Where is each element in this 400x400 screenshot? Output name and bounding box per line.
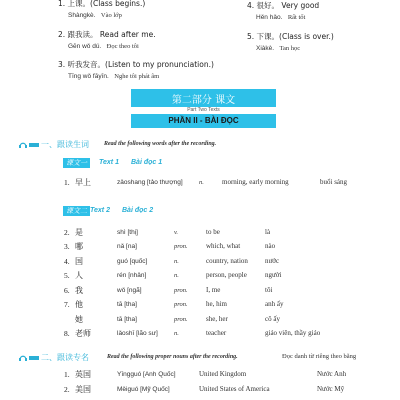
word-english: which, what — [206, 242, 241, 250]
headphones-icon — [18, 140, 40, 149]
word-english: to be — [206, 228, 220, 236]
word-vietnamese: cô ấy — [265, 315, 280, 323]
section-1-instruction: Read the following words after the recording. — [104, 141, 217, 147]
part-banner-title: 第二部分 课文 — [171, 95, 236, 106]
text-2-label-vi: Bài đọc 2 — [122, 207, 154, 214]
word-number: 5. — [64, 271, 70, 280]
proper-hanzi: 英国 — [75, 370, 91, 379]
word-hanzi: 他 — [75, 300, 83, 309]
word-english: person, people — [206, 271, 247, 279]
proper-pinyin: Yīngguó [Anh Quốc] — [117, 371, 176, 378]
word-english: she, her — [206, 315, 228, 323]
word-english: I, me — [206, 286, 221, 294]
section-2-instruction-vi: Đọc danh từ riêng theo băng — [282, 353, 357, 360]
word-hanzi: 人 — [75, 271, 83, 280]
part-banner-vietnamese: PHẦN II - BÀI ĐỌC — [131, 114, 276, 128]
section-1-title: 一、跟读生词 — [41, 140, 89, 149]
word-vietnamese: buổi sáng — [320, 178, 348, 186]
word-pinyin: shì [thị] — [117, 229, 138, 236]
word-pos: n. — [174, 330, 179, 337]
word-pinyin: nǎ [na] — [117, 243, 137, 250]
word-pos: pron. — [174, 301, 188, 308]
word-number: 4. — [64, 257, 70, 266]
word-pinyin: wǒ [ngã] — [117, 287, 142, 294]
word-pinyin: rén [nhân] — [117, 272, 147, 279]
word-vietnamese: tôi — [265, 286, 273, 294]
word-english: teacher — [206, 329, 227, 337]
word-vietnamese: nước — [265, 257, 280, 265]
text-2-label: Text 2 — [90, 207, 110, 214]
word-pinyin: zǎoshang [tảo thượng] — [117, 179, 183, 186]
classroom-phrase-5: 5. 下课。(Class is over.) — [247, 32, 334, 41]
classroom-phrase-2: 2. 跟我读。 Read after me. — [58, 30, 156, 39]
word-hanzi: 是 — [75, 228, 83, 237]
proper-number: 2. — [64, 385, 70, 394]
word-vietnamese: giáo viên, thầy giáo — [265, 329, 321, 337]
word-hanzi: 她 — [75, 315, 83, 324]
word-pos: n. — [199, 179, 204, 186]
word-number: 3. — [64, 242, 70, 251]
word-hanzi: 老师 — [75, 329, 91, 338]
part-banner-subtitle: Part Two Texts — [187, 107, 220, 113]
word-number: 8. — [64, 329, 70, 338]
word-pinyin: guó [quốc] — [117, 258, 148, 265]
part-banner — [131, 89, 276, 107]
word-number: 6. — [64, 286, 70, 295]
word-number: 7. — [64, 300, 70, 309]
proper-hanzi: 美国 — [75, 385, 91, 394]
word-english: morning, early morning — [222, 178, 289, 186]
classroom-phrase-3: 3. 听我发音。(Listen to my pronunciation.) — [58, 60, 214, 69]
word-pinyin: tā [tha] — [117, 316, 137, 323]
word-vietnamese: là — [265, 228, 271, 236]
word-vietnamese: nào — [265, 242, 276, 250]
text-1-label-vi: Bài đọc 1 — [131, 159, 163, 166]
word-pos: pron. — [174, 243, 188, 250]
word-hanzi: 国 — [75, 257, 83, 266]
word-hanzi: 早上 — [75, 178, 91, 187]
proper-number: 1. — [64, 370, 70, 379]
proper-english: United States of America — [199, 385, 270, 393]
word-pos: pron. — [174, 287, 188, 294]
section-2-title: 二、跟读专名 — [41, 353, 89, 362]
section-2-instruction: Read the following proper nouns after the recording. — [107, 354, 238, 360]
proper-vietnamese: Nước Anh — [317, 370, 347, 378]
word-pinyin: lǎoshī [lão sư] — [117, 330, 158, 337]
classroom-pinyin-2: Gēn wǒ dú. Đọc theo tôi — [68, 43, 139, 50]
word-pos: pron. — [174, 316, 188, 323]
proper-english: United Kingdom — [199, 370, 247, 378]
word-english: country, nation — [206, 257, 248, 265]
word-hanzi: 我 — [75, 286, 83, 295]
classroom-phrase-4: 4. 很好。 Very good — [247, 1, 320, 10]
classroom-pinyin-1: Shàngkè. Vào lớp — [68, 12, 122, 19]
word-pinyin: tā [tha] — [117, 301, 137, 308]
text-1-tag: 课文一 — [63, 158, 90, 168]
classroom-pinyin-5: Xiàkè. Tan học — [256, 45, 301, 52]
classroom-pinyin-3: Tīng wǒ fāyīn. Nghe tôi phát âm — [68, 73, 160, 80]
word-hanzi: 哪 — [75, 242, 83, 251]
word-pos: n. — [174, 272, 179, 279]
proper-pinyin: Měiguó [Mỹ Quốc] — [117, 386, 170, 393]
word-number: 1. — [64, 178, 70, 187]
classroom-phrase-1: 1. 上课。(Class begins.) — [58, 0, 146, 8]
word-english: he, him — [206, 300, 227, 308]
word-pos: v. — [174, 229, 179, 236]
classroom-pinyin-4: Hěn hǎo. Rất tốt — [256, 14, 306, 21]
word-pos: n. — [174, 258, 179, 265]
word-vietnamese: người — [265, 271, 282, 279]
word-number: 2. — [64, 228, 70, 237]
headphones-icon — [18, 353, 40, 362]
text-2-tag: 课文二 — [63, 206, 90, 216]
text-1-label: Text 1 — [99, 159, 119, 166]
word-vietnamese: anh ấy — [265, 300, 284, 308]
proper-vietnamese: Nước Mỹ — [317, 385, 345, 393]
